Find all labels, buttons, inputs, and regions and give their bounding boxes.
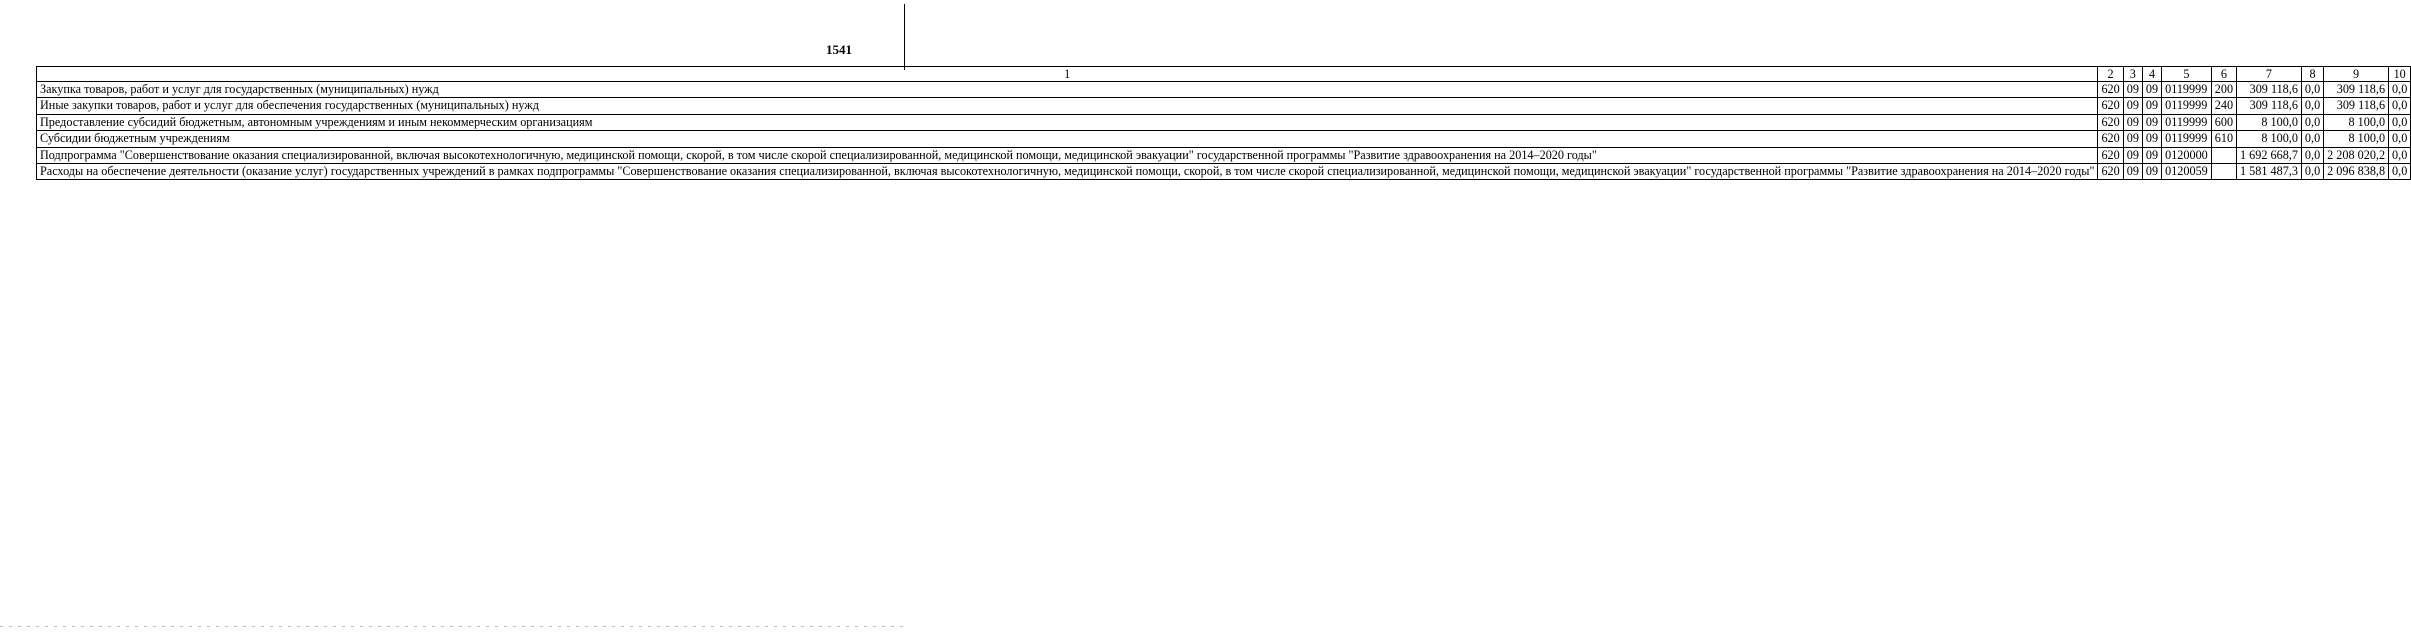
cell-target-code: 0120000 (2162, 147, 2212, 163)
table-row (37, 147, 2411, 163)
cell-value-7: 309 118,6 (2237, 98, 2302, 114)
cell-section-code: 09 (2123, 147, 2142, 163)
cell-value-7: 1 692 668,7 (2237, 147, 2302, 163)
cell-value-7: 309 118,6 (2237, 82, 2302, 98)
header-cell: 4 (2142, 67, 2161, 82)
cell-target-code: 0119999 (2162, 98, 2212, 114)
cell-ministry-code: 620 (2098, 114, 2123, 130)
cell-expense-type: 200 (2211, 82, 2236, 98)
cell-subsection-code: 09 (2142, 98, 2161, 114)
cell-section-code: 09 (2123, 131, 2142, 147)
header-cell: 2 (2098, 67, 2123, 82)
row-name: Предоставление субсидий бюджетным, автономным учреждениям и иным некоммерческим организациям (37, 114, 2098, 130)
cell-expense-type (2211, 147, 2236, 163)
table-row (37, 164, 2411, 180)
cell-expense-type (2211, 164, 2236, 180)
cell-value-8: 0,0 (2301, 147, 2323, 163)
table-row (37, 82, 2411, 98)
cell-expense-type: 240 (2211, 98, 2236, 114)
row-name: Иные закупки товаров, работ и услуг для обеспечения государственных (муниципальных) нужд (37, 98, 2098, 114)
cell-ministry-code: 620 (2098, 82, 2123, 98)
cell-value-9: 2 096 838,8 (2324, 164, 2389, 180)
cell-value-8: 0,0 (2301, 82, 2323, 98)
cell-subsection-code: 09 (2142, 164, 2161, 180)
header-cell: 9 (2324, 67, 2389, 82)
cell-value-10: 0,0 (2389, 147, 2411, 163)
cell-value-8: 0,0 (2301, 114, 2323, 130)
cell-expense-type: 600 (2211, 114, 2236, 130)
row-name: Расходы на обеспечение деятельности (оказание услуг) государственных учреждений в рамках подпрограммы "Совершенствование оказания специализированной, включая высокотехнологичную, медицинской помощи, скорой, в том числе скорой специализированной, медицинской помощи, медицинской эвакуации" государственной программы "Развитие здравоохранения на 2014–2020 годы" (37, 164, 2098, 180)
cell-subsection-code: 09 (2142, 82, 2161, 98)
cell-section-code: 09 (2123, 82, 2142, 98)
cell-value-7: 8 100,0 (2237, 114, 2302, 130)
cell-value-9: 8 100,0 (2324, 131, 2389, 147)
scan-noise-line (0, 626, 905, 627)
cell-subsection-code: 09 (2142, 131, 2161, 147)
cell-value-10: 0,0 (2389, 98, 2411, 114)
cell-target-code: 0119999 (2162, 131, 2212, 147)
budget-table (36, 66, 2411, 180)
cell-target-code: 0119999 (2162, 114, 2212, 130)
cell-subsection-code: 09 (2142, 114, 2161, 130)
cell-value-7: 8 100,0 (2237, 131, 2302, 147)
cell-ministry-code: 620 (2098, 164, 2123, 180)
cell-value-10: 0,0 (2389, 114, 2411, 130)
cell-value-8: 0,0 (2301, 131, 2323, 147)
cell-ministry-code: 620 (2098, 147, 2123, 163)
table-row (37, 98, 2411, 114)
cell-value-10: 0,0 (2389, 82, 2411, 98)
cell-target-code: 0119999 (2162, 82, 2212, 98)
header-cell: 10 (2389, 67, 2411, 82)
cell-value-10: 0,0 (2389, 131, 2411, 147)
cell-subsection-code: 09 (2142, 147, 2161, 163)
cell-value-9: 2 208 020,2 (2324, 147, 2389, 163)
header-cell: 3 (2123, 67, 2142, 82)
cell-target-code: 0120059 (2162, 164, 2212, 180)
cell-ministry-code: 620 (2098, 98, 2123, 114)
cell-section-code: 09 (2123, 114, 2142, 130)
cell-value-9: 8 100,0 (2324, 114, 2389, 130)
table-row (37, 114, 2411, 130)
cell-expense-type: 610 (2211, 131, 2236, 147)
cell-value-8: 0,0 (2301, 164, 2323, 180)
scan-edge-line (904, 4, 905, 70)
header-row (37, 67, 2411, 82)
cell-value-7: 1 581 487,3 (2237, 164, 2302, 180)
cell-ministry-code: 620 (2098, 131, 2123, 147)
row-name: Закупка товаров, работ и услуг для государственных (муниципальных) нужд (37, 82, 2098, 98)
cell-value-8: 0,0 (2301, 98, 2323, 114)
page-number: 1541 (826, 42, 852, 57)
header-cell: 1 (37, 67, 2098, 82)
cell-value-9: 309 118,6 (2324, 82, 2389, 98)
cell-section-code: 09 (2123, 98, 2142, 114)
header-cell: 7 (2237, 67, 2302, 82)
table-row (37, 131, 2411, 147)
cell-section-code: 09 (2123, 164, 2142, 180)
row-name: Подпрограмма "Совершенствование оказания специализированной, включая высокотехнологичную, медицинской помощи, скорой, в том числе скорой специализированной, медицинской помощи, медицинской эвакуации" государственной программы "Развитие здравоохранения на 2014–2020 годы" (37, 147, 2098, 163)
cell-value-9: 309 118,6 (2324, 98, 2389, 114)
header-cell: 5 (2162, 67, 2212, 82)
cell-value-10: 0,0 (2389, 164, 2411, 180)
header-cell: 8 (2301, 67, 2323, 82)
header-cell: 6 (2211, 67, 2236, 82)
row-name: Субсидии бюджетным учреждениям (37, 131, 2098, 147)
